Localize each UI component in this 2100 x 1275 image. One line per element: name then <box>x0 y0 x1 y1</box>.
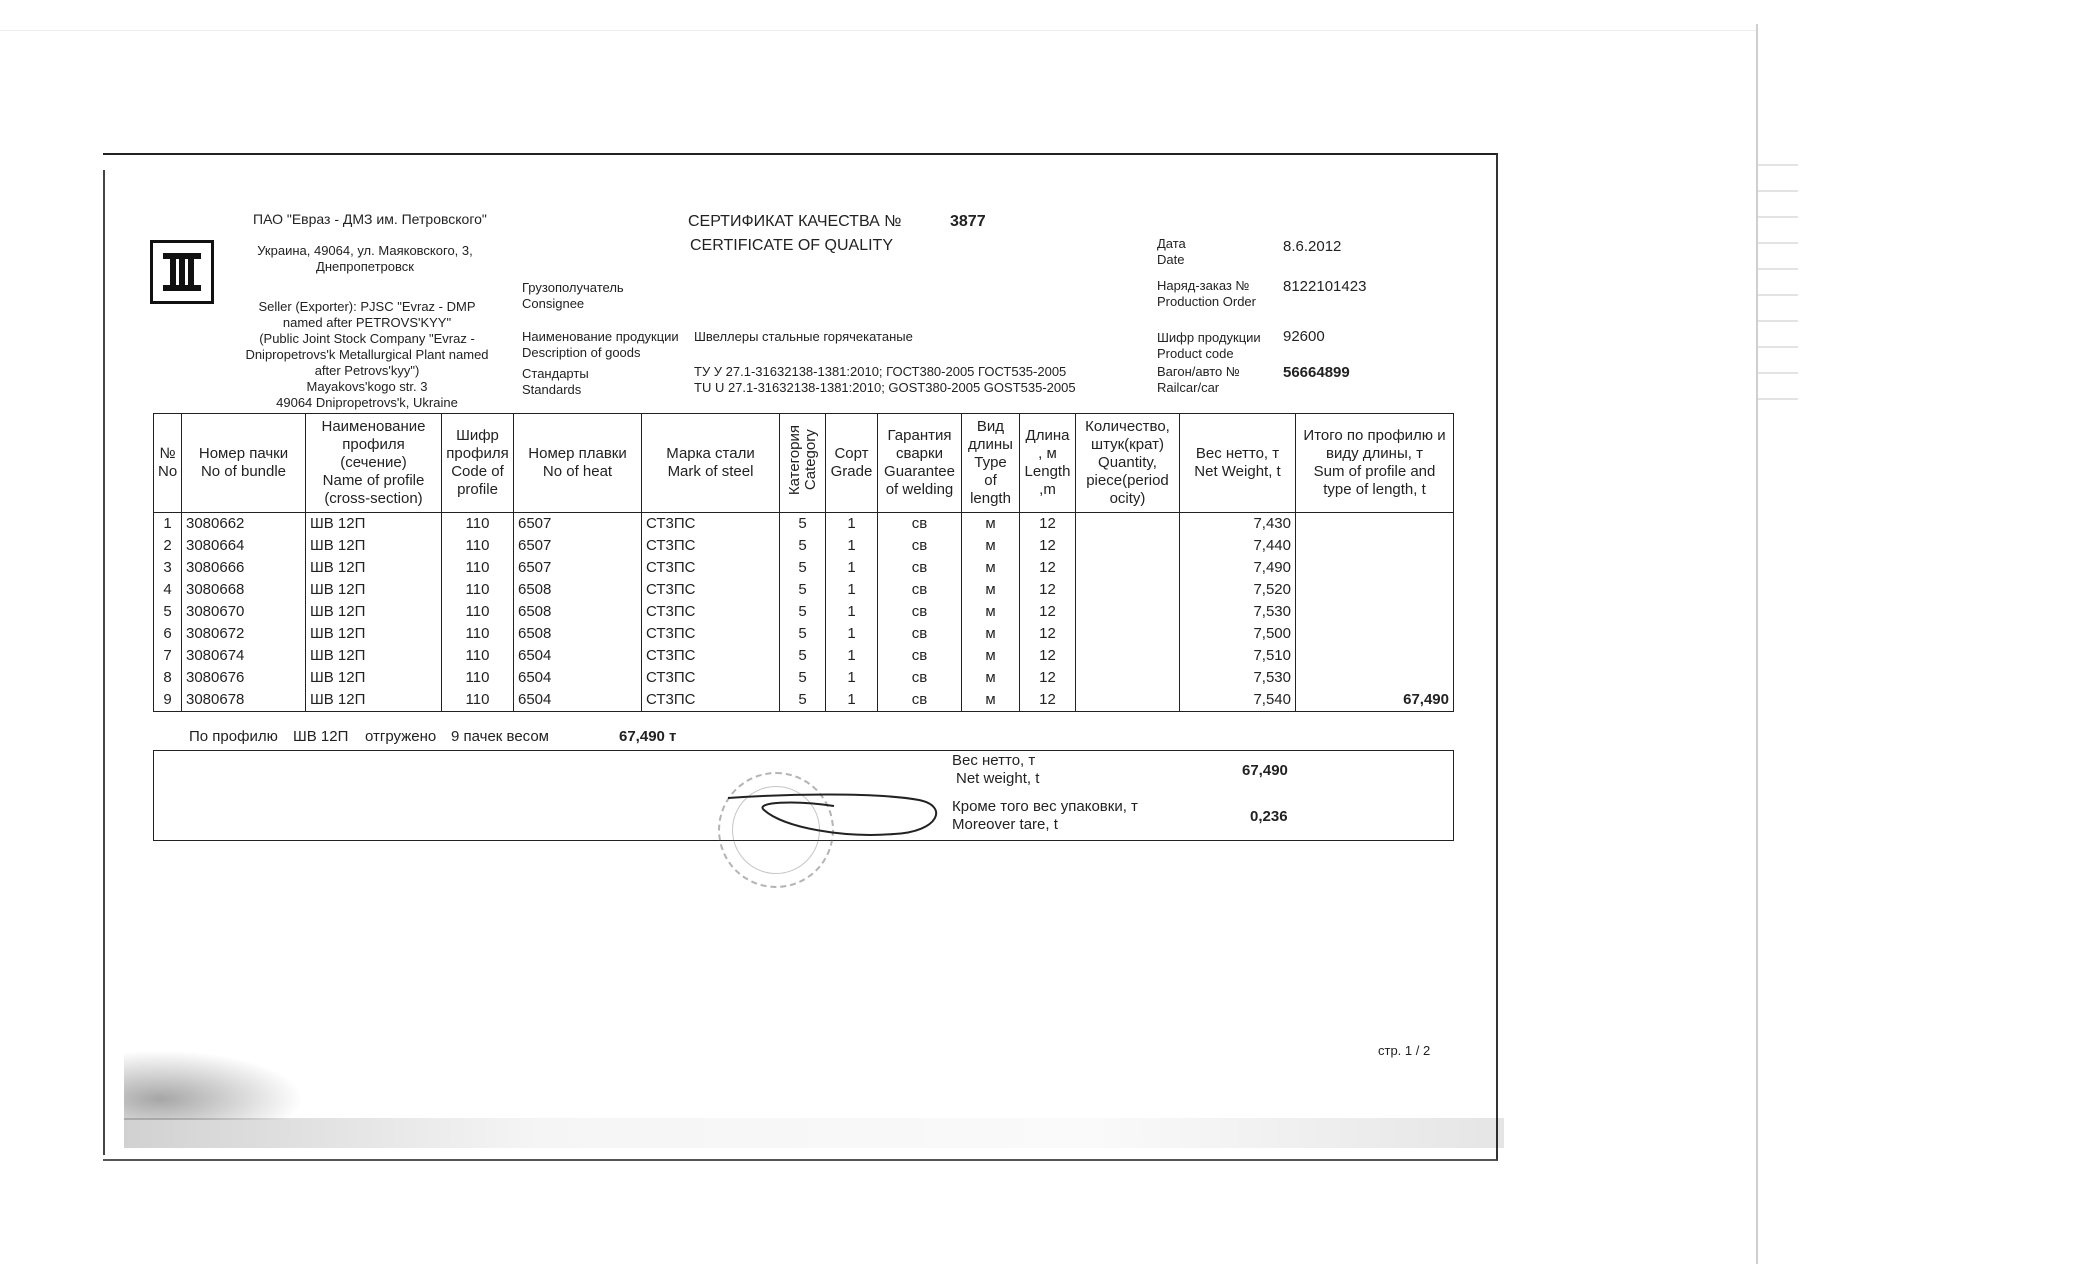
scan-bottom-shadow <box>124 1118 1504 1148</box>
goods-label-ru: Наименование продукции <box>522 329 679 344</box>
col-profile-header: Наименование профиля (сечение) Name of profile (cross-section) <box>306 414 442 513</box>
cell-cat: 5 <box>780 623 826 645</box>
product-code-label-en: Product code <box>1157 346 1234 361</box>
bundles-table <box>153 413 1454 712</box>
net-weight-label-en: Net weight, t <box>956 770 1040 787</box>
cell-cat: 5 <box>780 513 826 536</box>
cell-no: 9 <box>154 689 182 712</box>
cell-len: 12 <box>1020 513 1076 536</box>
cell-len: 12 <box>1020 667 1076 689</box>
cell-steel: СТ3ПС <box>642 601 780 623</box>
seller-line: Dnipropetrovs'k Metallurgical Plant named <box>245 347 489 362</box>
col-weight-header: Вес нетто, т Net Weight, t <box>1180 414 1296 513</box>
cell-weld: св <box>878 623 962 645</box>
cell-code: 110 <box>442 623 514 645</box>
cell-bundle: 3080662 <box>182 513 306 536</box>
col-code-header: Шифр профиля Code of profile <box>442 414 514 513</box>
table-row <box>154 557 1454 579</box>
cell-bundle: 3080676 <box>182 667 306 689</box>
seller-line: 49064 Dnipropetrovs'k, Ukraine <box>276 395 458 410</box>
seller-line: Mayakovs'kogo str. 3 <box>306 379 428 394</box>
cell-heat: 6504 <box>514 645 642 667</box>
cell-cat: 5 <box>780 601 826 623</box>
cell-profile: ШВ 12П <box>306 645 442 667</box>
col-length-header: Длина , м Length ,m <box>1020 414 1076 513</box>
order-value: 8122101423 <box>1283 278 1367 295</box>
cell-type: м <box>962 667 1020 689</box>
company-name: ПАО "Евраз - ДМЗ им. Петровского" <box>253 211 487 227</box>
cell-len: 12 <box>1020 645 1076 667</box>
cell-heat: 6508 <box>514 623 642 645</box>
cell-weld: св <box>878 645 962 667</box>
cell-bundle: 3080664 <box>182 535 306 557</box>
cell-weight: 7,530 <box>1180 667 1296 689</box>
cell-qty <box>1076 645 1180 667</box>
cell-no: 6 <box>154 623 182 645</box>
cell-profile: ШВ 12П <box>306 667 442 689</box>
cell-profile: ШВ 12П <box>306 623 442 645</box>
cell-sum <box>1296 667 1454 689</box>
consignee-label-ru: Грузополучатель <box>522 280 624 295</box>
cell-code: 110 <box>442 667 514 689</box>
cell-bundle: 3080672 <box>182 623 306 645</box>
cell-bundle: 3080666 <box>182 557 306 579</box>
cell-weld: св <box>878 579 962 601</box>
cell-bundle: 3080674 <box>182 645 306 667</box>
summary-profile: ШВ 12П <box>293 728 349 745</box>
cell-weight: 7,500 <box>1180 623 1296 645</box>
cell-len: 12 <box>1020 689 1076 712</box>
cell-grade: 1 <box>826 535 878 557</box>
cell-weight: 7,510 <box>1180 645 1296 667</box>
cell-grade: 1 <box>826 601 878 623</box>
cell-steel: СТ3ПС <box>642 535 780 557</box>
cell-qty <box>1076 667 1180 689</box>
cell-weight: 7,540 <box>1180 689 1296 712</box>
cell-weld: св <box>878 667 962 689</box>
col-welding-header: Гарантия сварки Guarantee of welding <box>878 414 962 513</box>
cell-weld: св <box>878 535 962 557</box>
company-logo <box>150 240 214 304</box>
cell-grade: 1 <box>826 645 878 667</box>
scan-top-edge <box>0 30 1756 31</box>
cell-weld: св <box>878 689 962 712</box>
cell-bundle: 3080678 <box>182 689 306 712</box>
cell-steel: СТ3ПС <box>642 667 780 689</box>
cell-type: м <box>962 623 1020 645</box>
cell-profile: ШВ 12П <box>306 601 442 623</box>
tare-label-en: Moreover tare, t <box>952 816 1058 833</box>
cell-no: 1 <box>154 513 182 536</box>
certificate-title-en: CERTIFICATE OF QUALITY <box>690 237 893 254</box>
cell-weld: св <box>878 513 962 536</box>
cell-cat: 5 <box>780 579 826 601</box>
railcar-label-ru: Вагон/авто № <box>1157 364 1240 379</box>
cell-len: 12 <box>1020 601 1076 623</box>
net-weight-value: 67,490 <box>1242 762 1288 779</box>
cell-heat: 6504 <box>514 689 642 712</box>
summary-prefix: По профилю <box>189 728 278 745</box>
cell-cat: 5 <box>780 645 826 667</box>
cell-type: м <box>962 535 1020 557</box>
table-row <box>154 645 1454 667</box>
cell-type: м <box>962 601 1020 623</box>
cell-sum <box>1296 513 1454 536</box>
cell-qty <box>1076 557 1180 579</box>
railcar-value: 56664899 <box>1283 364 1350 381</box>
cell-cat: 5 <box>780 557 826 579</box>
tare-value: 0,236 <box>1250 808 1288 825</box>
col-qty-header: Количество, штук(крат) Quantity, piece(period ocity) <box>1076 414 1180 513</box>
cell-steel: СТ3ПС <box>642 623 780 645</box>
seller-line: named after PETROVS'KYY" <box>282 315 452 330</box>
seller-line: after Petrovs'kyy") <box>314 363 420 378</box>
cell-code: 110 <box>442 535 514 557</box>
table-row <box>154 623 1454 645</box>
cell-code: 110 <box>442 601 514 623</box>
cell-heat: 6508 <box>514 601 642 623</box>
sheet-left-edge <box>103 170 105 1155</box>
cell-cat: 5 <box>780 667 826 689</box>
product-code-label-ru: Шифр продукции <box>1157 330 1261 345</box>
col-heat-header: Номер плавки No of heat <box>514 414 642 513</box>
page-number: стр. 1 / 2 <box>1378 1043 1431 1058</box>
cell-grade: 1 <box>826 689 878 712</box>
summary-weight: 67,490 т <box>619 728 677 745</box>
col-bundle-header: Номер пачки No of bundle <box>182 414 306 513</box>
cell-cat: 5 <box>780 535 826 557</box>
cell-qty <box>1076 601 1180 623</box>
cell-no: 3 <box>154 557 182 579</box>
table-row <box>154 579 1454 601</box>
table-row <box>154 535 1454 557</box>
cell-weight: 7,440 <box>1180 535 1296 557</box>
cell-weight: 7,430 <box>1180 513 1296 536</box>
cell-sum: 67,490 <box>1296 689 1454 712</box>
cell-code: 110 <box>442 645 514 667</box>
col-sum-header: Итого по профилю и виду длины, т Sum of profile and type of length, t <box>1296 414 1454 513</box>
col-no-header: № No <box>154 414 182 513</box>
cell-steel: СТ3ПС <box>642 579 780 601</box>
net-weight-label-ru: Вес нетто, т <box>952 752 1036 769</box>
shipment-summary <box>153 726 1453 751</box>
standards-value-en: TU U 27.1-31632138-1381:2010; GOST380-2005 GOST535-2005 <box>694 380 1076 395</box>
cell-grade: 1 <box>826 513 878 536</box>
seller-line: (Public Joint Stock Company "Evraz - <box>259 331 475 346</box>
order-label-ru: Наряд-заказ № <box>1157 278 1250 293</box>
cell-sum <box>1296 601 1454 623</box>
company-address-line1: Украина, 49064, ул. Маяковского, 3, <box>257 243 473 258</box>
table-row <box>154 667 1454 689</box>
col-category-header: Категория Category <box>780 414 826 513</box>
cell-code: 110 <box>442 557 514 579</box>
cell-no: 7 <box>154 645 182 667</box>
date-value: 8.6.2012 <box>1283 238 1342 255</box>
cell-qty <box>1076 535 1180 557</box>
consignee-label-en: Consignee <box>522 296 585 311</box>
cell-sum <box>1296 535 1454 557</box>
cell-no: 8 <box>154 667 182 689</box>
cell-len: 12 <box>1020 557 1076 579</box>
cell-weld: св <box>878 557 962 579</box>
standards-label-en: Standards <box>522 382 582 397</box>
table-row <box>154 601 1454 623</box>
cell-type: м <box>962 513 1020 536</box>
col-steel-header: Марка стали Mark of steel <box>642 414 780 513</box>
cell-profile: ШВ 12П <box>306 535 442 557</box>
cell-grade: 1 <box>826 557 878 579</box>
cell-steel: СТ3ПС <box>642 689 780 712</box>
goods-label-en: Description of goods <box>522 345 641 360</box>
date-label-en: Date <box>1157 252 1185 267</box>
cell-weld: св <box>878 601 962 623</box>
cell-qty <box>1076 689 1180 712</box>
table-row <box>154 689 1454 712</box>
cell-bundle: 3080670 <box>182 601 306 623</box>
cell-profile: ШВ 12П <box>306 689 442 712</box>
cell-heat: 6507 <box>514 557 642 579</box>
cell-grade: 1 <box>826 667 878 689</box>
cell-steel: СТ3ПС <box>642 557 780 579</box>
cell-sum <box>1296 623 1454 645</box>
cell-heat: 6507 <box>514 513 642 536</box>
cell-qty <box>1076 513 1180 536</box>
order-label-en: Production Order <box>1157 294 1256 309</box>
cell-steel: СТ3ПС <box>642 645 780 667</box>
product-code-value: 92600 <box>1283 328 1325 345</box>
certificate-number: 3877 <box>950 213 986 230</box>
certificate-title-ru: СЕРТИФИКАТ КАЧЕСТВА № <box>688 213 902 230</box>
cell-no: 4 <box>154 579 182 601</box>
cell-heat: 6507 <box>514 535 642 557</box>
table-header-row <box>154 414 1454 513</box>
signature <box>724 792 944 842</box>
cell-len: 12 <box>1020 535 1076 557</box>
seller-line: Seller (Exporter): PJSC "Evraz - DMP <box>258 299 476 314</box>
cell-type: м <box>962 689 1020 712</box>
railcar-label-en: Railcar/car <box>1157 380 1220 395</box>
summary-bundles: 9 пачек весом <box>451 728 549 745</box>
seller-block <box>232 299 502 411</box>
cell-heat: 6508 <box>514 579 642 601</box>
cell-no: 5 <box>154 601 182 623</box>
table-row <box>154 513 1454 536</box>
cell-profile: ШВ 12П <box>306 513 442 536</box>
cell-grade: 1 <box>826 623 878 645</box>
cell-sum <box>1296 557 1454 579</box>
col-type-header: Вид длины Type of length <box>962 414 1020 513</box>
company-address-line2: Днепропетровск <box>316 259 414 274</box>
cell-qty <box>1076 579 1180 601</box>
cell-code: 110 <box>442 689 514 712</box>
cell-profile: ШВ 12П <box>306 557 442 579</box>
goods-value: Швеллеры стальные горячекатаные <box>694 329 913 344</box>
standards-value-ru: ТУ У 27.1-31632138-1381:2010; ГОСТ380-2005 ГОСТ535-2005 <box>694 364 1067 379</box>
cell-grade: 1 <box>826 579 878 601</box>
cell-heat: 6504 <box>514 667 642 689</box>
cell-cat: 5 <box>780 689 826 712</box>
cell-no: 2 <box>154 535 182 557</box>
cell-weight: 7,490 <box>1180 557 1296 579</box>
cell-profile: ШВ 12П <box>306 579 442 601</box>
summary-shipped: отгружено <box>365 728 437 745</box>
cell-qty <box>1076 623 1180 645</box>
col-grade-header: Сорт Grade <box>826 414 878 513</box>
cell-sum <box>1296 579 1454 601</box>
evraz-logo-icon <box>153 243 211 301</box>
cell-len: 12 <box>1020 623 1076 645</box>
cell-steel: СТ3ПС <box>642 513 780 536</box>
cell-type: м <box>962 579 1020 601</box>
tare-label-ru: Кроме того вес упаковки, т <box>952 798 1138 815</box>
date-label-ru: Дата <box>1157 236 1186 251</box>
cell-bundle: 3080668 <box>182 579 306 601</box>
cell-len: 12 <box>1020 579 1076 601</box>
cell-weight: 7,530 <box>1180 601 1296 623</box>
standards-label-ru: Стандарты <box>522 366 589 381</box>
scan-artifact <box>1758 140 1798 400</box>
cell-type: м <box>962 557 1020 579</box>
cell-sum <box>1296 645 1454 667</box>
cell-weight: 7,520 <box>1180 579 1296 601</box>
cell-code: 110 <box>442 579 514 601</box>
scan-smudge <box>124 1050 304 1120</box>
cell-code: 110 <box>442 513 514 536</box>
cell-type: м <box>962 645 1020 667</box>
